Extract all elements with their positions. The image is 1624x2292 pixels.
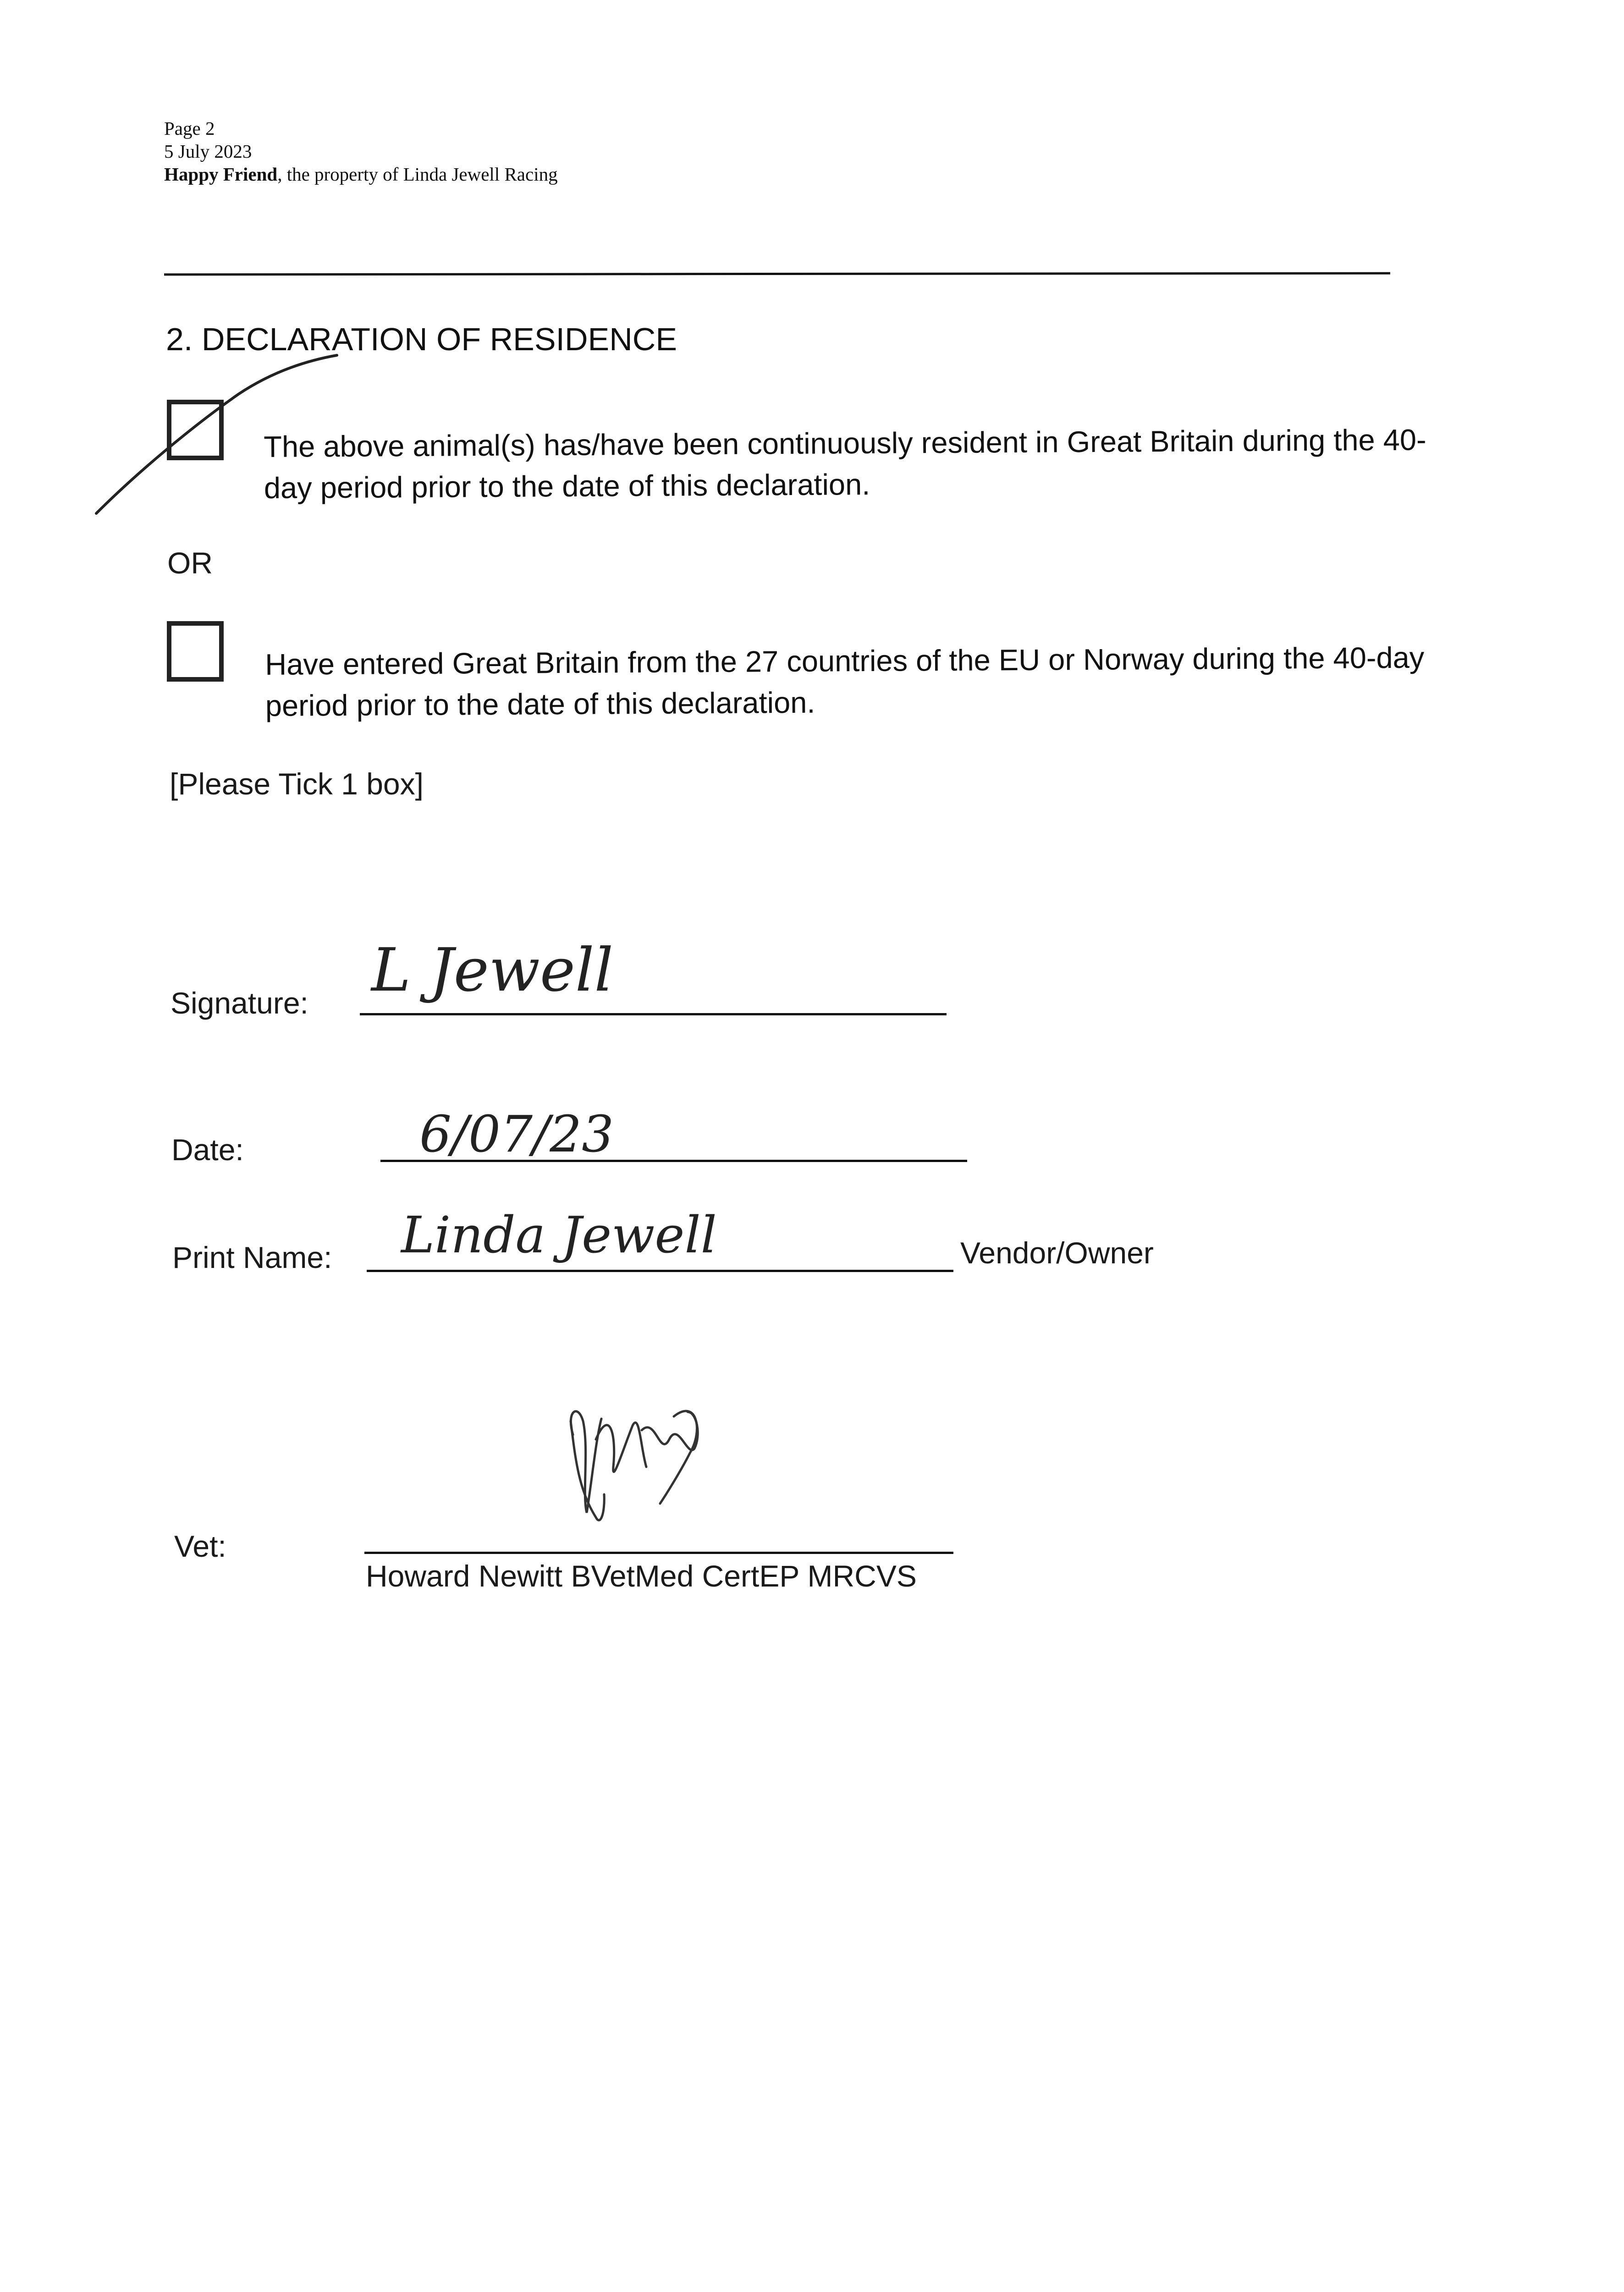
horse-owner-line (164, 163, 558, 186)
or-label: OR (167, 546, 213, 580)
option-2-text: Have entered Great Britain from the 27 countries of the EU or Norway during the 40-day period prior to the date of this declaration. (265, 640, 1425, 722)
page-number: Page 2 (164, 118, 215, 139)
tick-instruction: [Please Tick 1 box] (170, 767, 424, 801)
page-header (164, 117, 558, 186)
vendor-owner-label: Vendor/Owner (960, 1236, 1154, 1270)
header-date: 5 July 2023 (164, 141, 252, 162)
section-title: 2. DECLARATION OF RESIDENCE (166, 321, 677, 357)
header-divider (164, 272, 1390, 276)
vet-name: Howard Newitt BVetMed CertEP MRCVS (366, 1559, 917, 1593)
signature-label: Signature: (171, 986, 308, 1020)
signature-handwritten: L Jewell (371, 935, 614, 1005)
print-name-handwritten: Linda Jewell (401, 1206, 717, 1264)
horse-name: Happy Friend (164, 164, 278, 185)
signature-line (360, 1013, 947, 1015)
date-handwritten: 6/07/23 (419, 1105, 614, 1163)
vet-line (364, 1552, 953, 1554)
print-name-label: Print Name: (172, 1240, 332, 1274)
residence-checkbox-2[interactable] (167, 621, 224, 682)
residence-checkbox-1[interactable] (167, 400, 224, 460)
vet-signature-scribble (571, 1411, 698, 1520)
property-text: , the property of Linda Jewell Racing (277, 164, 558, 185)
option-1-text: The above animal(s) has/have been continuously resident in Great Britain during the 40-day period prior to the date of this declaration. (264, 423, 1426, 505)
print-name-line (367, 1270, 953, 1272)
date-label: Date: (171, 1133, 244, 1167)
vet-label: Vet: (174, 1529, 226, 1563)
